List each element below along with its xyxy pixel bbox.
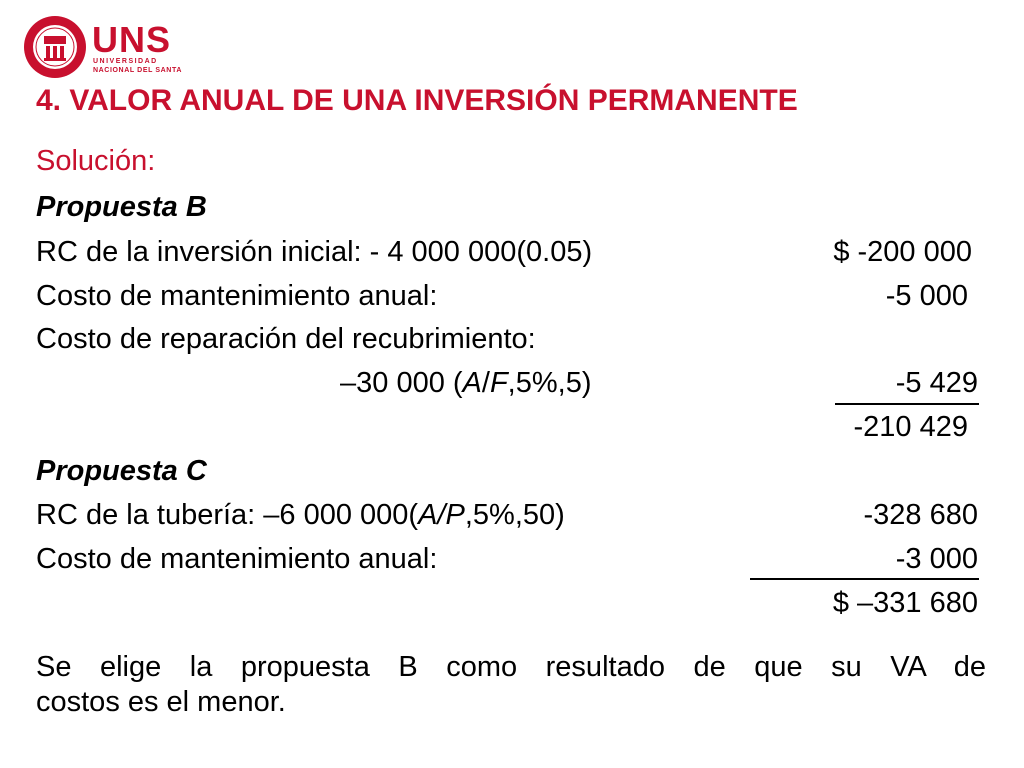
logo-subtitle-1: UNIVERSIDAD xyxy=(93,58,158,65)
proposal-c-maintenance-value: -3 000 xyxy=(895,543,978,575)
proposal-c-sum-underline xyxy=(750,578,979,580)
logo-abbreviation: UNS xyxy=(92,19,172,60)
solution-label: Solución: xyxy=(36,145,156,177)
proposal-b-total: -210 429 xyxy=(853,411,968,443)
proposal-c-maintenance-label: Costo de mantenimiento anual: xyxy=(36,543,438,575)
proposal-b-maintenance-label: Costo de mantenimiento anual: xyxy=(36,280,438,312)
conclusion-line-2: costos es el menor. xyxy=(36,685,286,718)
proposal-b-repair-value: -5 429 xyxy=(895,367,978,399)
logo-subtitle-2: NACIONAL DEL SANTA xyxy=(93,67,182,74)
conclusion-line-1: Se elige la propuesta B como resultado de que su VA de xyxy=(36,651,986,683)
proposal-c-total: $ –331 680 xyxy=(832,587,978,619)
proposal-b-rc-value: $ -200 000 xyxy=(833,236,972,268)
slide-title: 4. VALOR ANUAL DE UNA INVERSIÓN PERMANENTE xyxy=(36,84,798,117)
proposal-b-heading: Propuesta B xyxy=(36,191,207,223)
university-seal-logo xyxy=(22,14,88,80)
proposal-b-maintenance-value: -5 000 xyxy=(885,280,968,312)
proposal-c-rc-value: -328 680 xyxy=(863,499,978,531)
proposal-c-heading: Propuesta C xyxy=(36,455,207,487)
conclusion-text xyxy=(36,650,986,720)
proposal-b-rc-label: RC de la inversión inicial: - 4 000 000(0.05) xyxy=(36,236,593,268)
proposal-b-sum-underline xyxy=(835,403,979,405)
proposal-c-rc-label: RC de la tubería: –6 000 000(A/P,5%,50) xyxy=(36,499,565,531)
proposal-b-repair-label: Costo de reparación del recubrimiento: xyxy=(36,323,536,355)
proposal-b-repair-formula: –30 000 (A/F,5%,5) xyxy=(340,367,592,399)
